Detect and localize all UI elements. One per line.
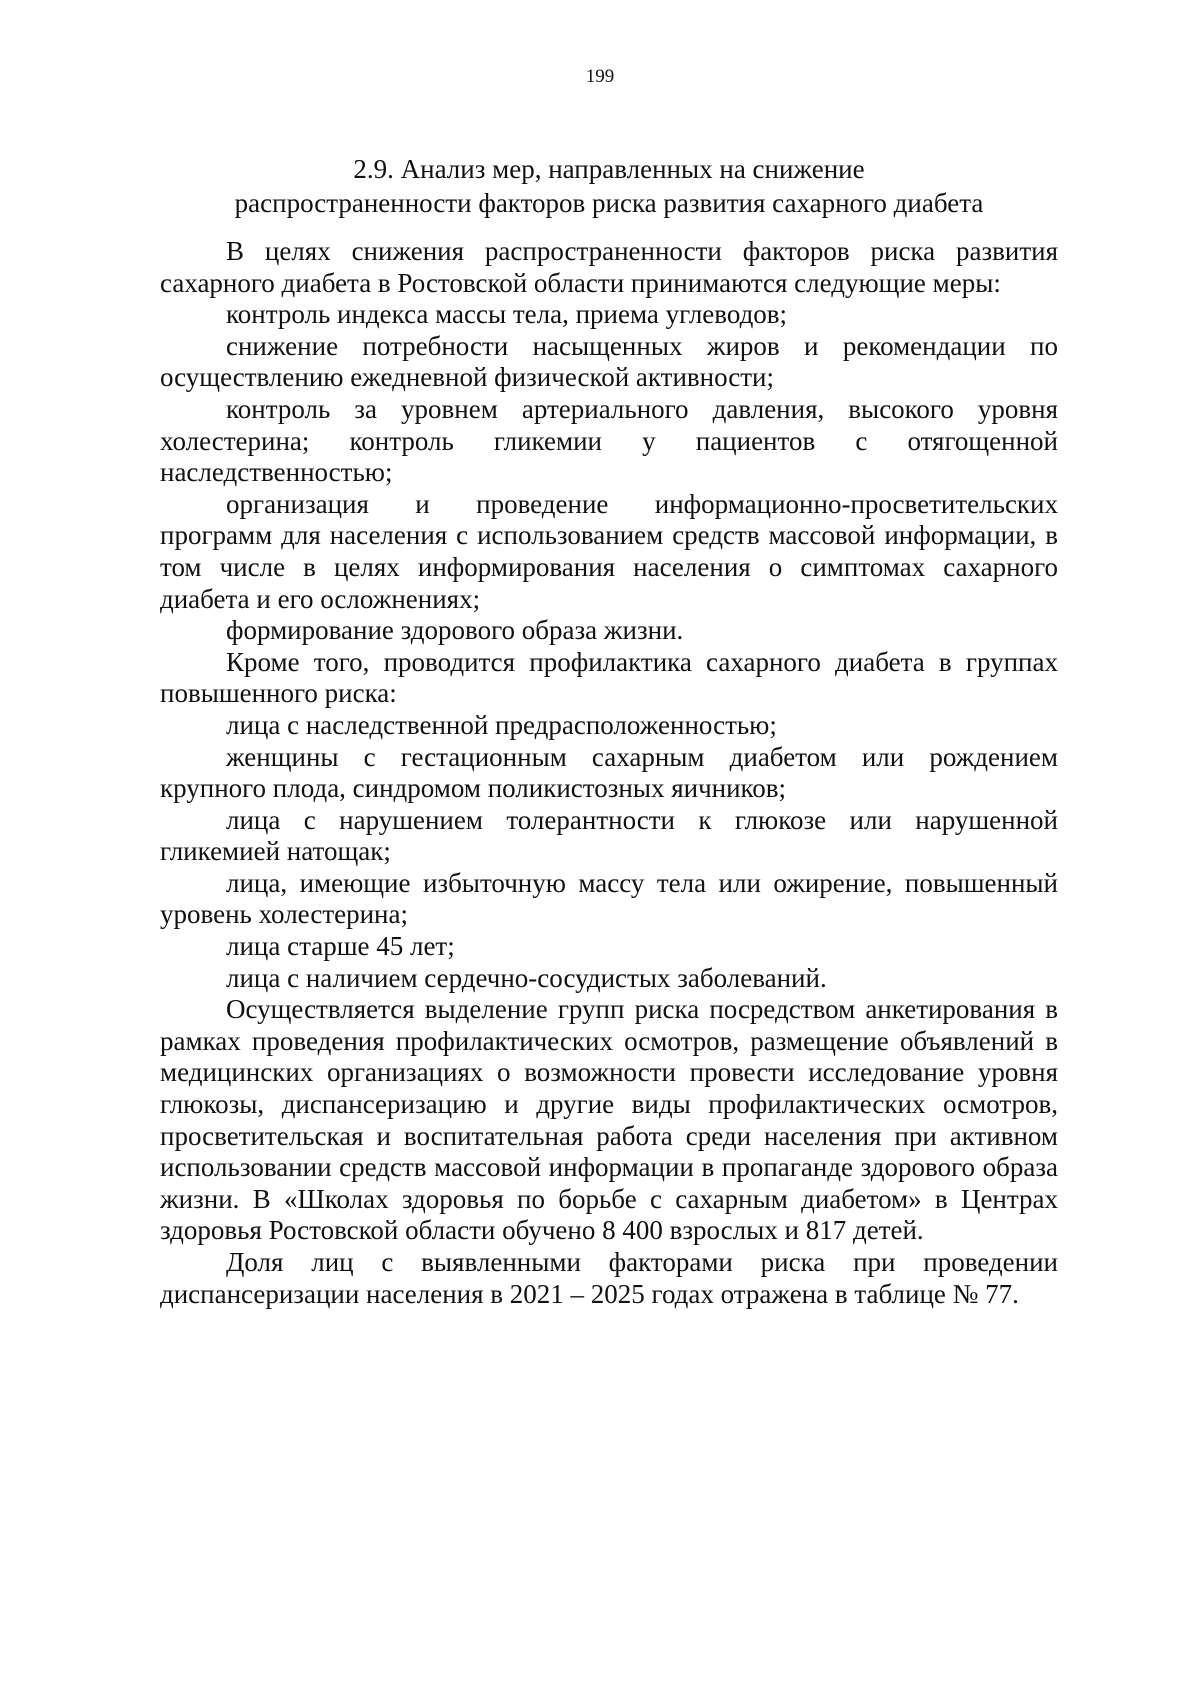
table-reference-paragraph: Доля лиц с выявленными факторами риска при проведении диспансеризации населения в 2021 – 2025 годах отражена в таблице № 77. <box>160 1247 1058 1309</box>
risk-group-item: лица с наличием сердечно-сосудистых заболеваний. <box>226 962 827 993</box>
measure-item: контроль индекса массы тела, приема углеводов; <box>226 299 788 330</box>
intro-paragraph: В целях снижения распространенности факторов риска развития сахарного диабета в Ростовской области принимаются следующие меры: <box>160 236 1058 298</box>
risk-group-item: лица, имеющие избыточную массу тела или ожирение, повышенный уровень холестерина; <box>160 867 1058 930</box>
risk-group-item: женщины с гестационным сахарным диабетом или рождением крупного плода, синдромом поликистозных яичников; <box>160 741 1058 804</box>
risk-groups-paragraph: Кроме того, проводится профилактика сахарного диабета в группах повышенного риска: <box>160 646 1058 709</box>
risk-group-item: лица с наследственной предрасположенностью; <box>226 709 777 740</box>
risk-group-item: лица с нарушением толерантности к глюкозе или нарушенной гликемией натощак; <box>160 804 1058 867</box>
page-number: 199 <box>585 66 615 87</box>
section-title-line-2: распространенности факторов риска развития сахарного диабета <box>234 188 984 218</box>
measure-item: контроль за уровнем артериального давления, высокого уровня холестерина; контроль гликемии у пациентов с отягощенной наследственностью; <box>160 393 1058 488</box>
section-heading <box>160 152 1058 220</box>
measure-item: снижение потребности насыщенных жиров и рекомендации по осуществлению ежедневной физической активности; <box>160 330 1058 393</box>
measure-item: организация и проведение информационно-просветительских программ для населения с использованием средств массовой информации, в том числе в целях информирования населения о симптомах сахарного диабета и его осложнениях; <box>160 488 1058 614</box>
section-title-line-1: 2.9. Анализ мер, направленных на снижение <box>353 154 865 184</box>
screening-paragraph: Осуществляется выделение групп риска посредством анкетирования в рамках проведения профилактических осмотров, размещение объявлений в медицинских организациях о возможности провести исследование уровня глюкозы, диспансеризацию и другие виды профилактических осмотров, просветительская и воспитательная работа среди населения при активном использовании средств массовой информации в пропаганде здорового образа жизни. В «Школах здоровья по борьбе с сахарным диабетом» в Центрах здоровья Ростовской области обучено 8 400 взрослых и 817 детей. <box>160 994 1058 1246</box>
measure-item: формирование здорового образа жизни. <box>226 615 684 646</box>
risk-group-item: лица старше 45 лет; <box>226 931 455 962</box>
body-text <box>160 236 1058 1310</box>
